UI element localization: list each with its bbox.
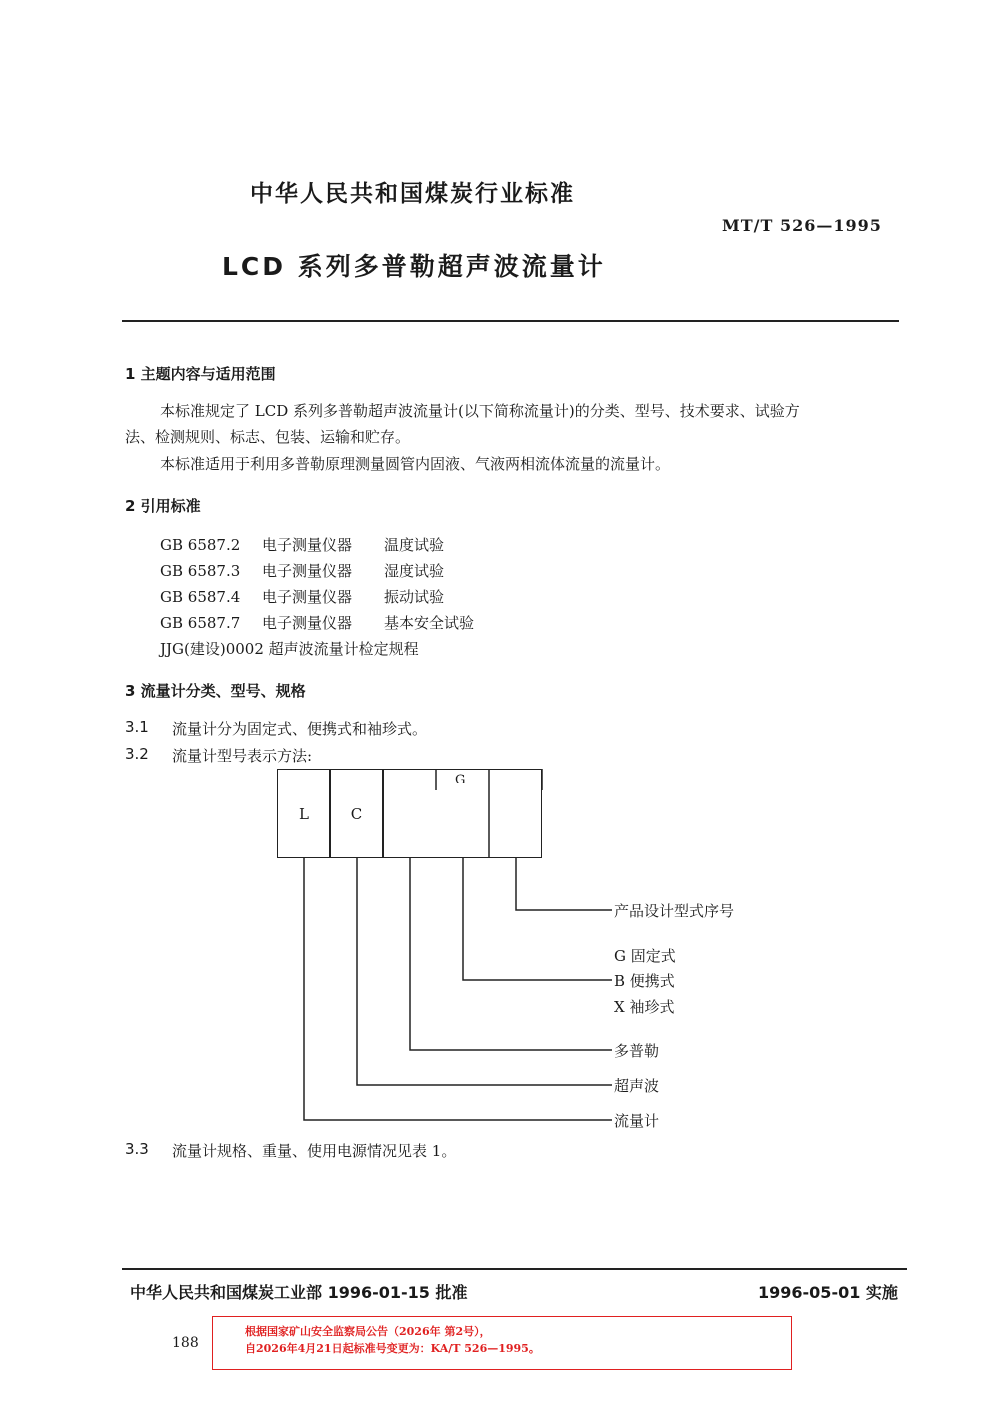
subsection-text: 流量计型号表示方法: [172, 747, 313, 765]
model-box-c: C [329, 769, 384, 858]
ref-category: 电子测量仪器 [262, 614, 353, 632]
notice-line1: 根据国家矿山安全监察局公告（2026年 第2号）， [245, 1325, 491, 1338]
section1-p2: 本标准适用于利用多普勒原理测量圆管内固液、气液两相流体流量的流量计。 [160, 455, 671, 473]
ref-row [160, 586, 444, 607]
ref-code: GB 6587.4 [160, 588, 241, 606]
section1-p1-line1: 本标准规定了 LCD 系列多普勒超声波流量计(以下简称流量计)的分类、型号、技术要求、试验方 [160, 402, 800, 420]
page-number: 188 [172, 1335, 199, 1351]
label-design-sequence: 产品设计型式序号 [614, 902, 735, 920]
section1-heading: 1 主题内容与适用范围 [125, 365, 276, 383]
ref-category: 电子测量仪器 [262, 562, 353, 580]
label-ultrasonic: 超声波 [614, 1077, 660, 1095]
label-pocket: X 袖珍式 [614, 998, 675, 1016]
approval-line: 中华人民共和国煤炭工业部 1996-01-15 批准 [130, 1283, 468, 1302]
subsection-number: 3.2 [125, 745, 149, 763]
ref-code: GB 6587.3 [160, 562, 241, 580]
ref-row [160, 560, 444, 581]
ref-category: 电子测量仪器 [262, 536, 353, 554]
subsection-text: 流量计分为固定式、便携式和袖珍式。 [172, 720, 428, 738]
ref-name: 湿度试验 [384, 562, 445, 580]
ref-name: 温度试验 [384, 536, 445, 554]
label-flowmeter: 流量计 [614, 1112, 660, 1130]
ref-category: 电子测量仪器 [262, 588, 353, 606]
issuer-title: 中华人民共和国煤炭行业标准 [250, 181, 575, 207]
ref-row-last: JJG(建设)0002 超声波流量计检定规程 [160, 640, 419, 658]
label-portable: B 便携式 [614, 972, 675, 990]
ref-name: 振动试验 [384, 588, 445, 606]
label-doppler: 多普勒 [614, 1042, 660, 1060]
section1-p1-line2: 法、检测规则、标志、包装、运输和贮存。 [125, 428, 411, 446]
model-box-l: L [277, 769, 331, 858]
ref-row [160, 612, 474, 633]
model-box-g: G [455, 773, 466, 783]
document-title: LCD 系列多普勒超声波流量计 [222, 252, 606, 281]
standard-code: MT/T 526—1995 [722, 216, 882, 235]
ref-code: GB 6587.7 [160, 614, 241, 632]
label-fixed: G 固定式 [614, 947, 676, 965]
ref-name: 基本安全试验 [384, 614, 475, 632]
title-divider [122, 320, 899, 322]
ref-code: GB 6587.2 [160, 536, 241, 554]
footer-divider [122, 1268, 907, 1270]
section2-heading: 2 引用标准 [125, 497, 201, 515]
ref-row [160, 534, 444, 555]
section3-heading: 3 流量计分类、型号、规格 [125, 682, 306, 700]
subsection-number: 3.3 [125, 1140, 149, 1158]
effective-date: 1996-05-01 实施 [758, 1283, 898, 1302]
notice-box [212, 1316, 792, 1370]
notice-line2: 自2026年4月21日起标准号变更为：KA/T 526—1995。 [245, 1342, 540, 1355]
subsection-text: 流量计规格、重量、使用电源情况见表 1。 [172, 1142, 457, 1160]
subsection-number: 3.1 [125, 718, 149, 736]
